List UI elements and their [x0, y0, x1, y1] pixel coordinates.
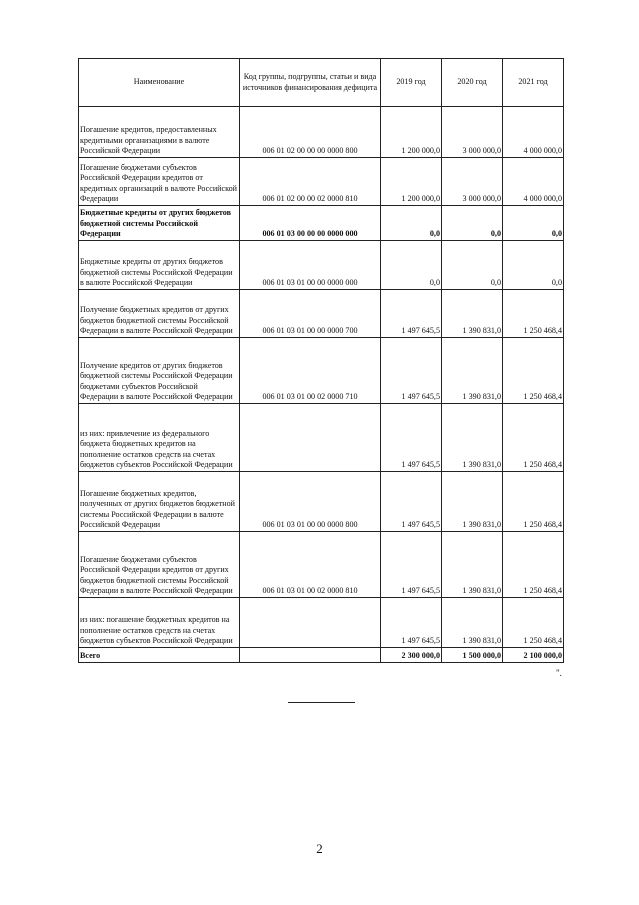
row-value-2021: 1 250 468,4: [503, 472, 564, 532]
row-code-cell: 006 01 03 01 00 00 0000 700: [240, 290, 381, 338]
page-number: 2: [316, 841, 323, 856]
row-name-cell: Всего: [79, 648, 240, 663]
row-name-cell: Погашение бюджетами субъектов Российской Федерации кредитов от других бюджетов бюджетной системы Российской Федерации в валюте Российской Федерации: [79, 532, 240, 598]
row-value-2021: 1 250 468,4: [503, 532, 564, 598]
row-code-cell: [240, 404, 381, 472]
row-value-2020: 3 000 000,0: [442, 158, 503, 206]
row-value-2020: 1 390 831,0: [442, 532, 503, 598]
row-value-2020: 0,0: [442, 241, 503, 290]
row-value-2020: 3 000 000,0: [442, 107, 503, 158]
row-value-2019: 1 497 645,5: [381, 532, 442, 598]
row-value-2021: 1 250 468,4: [503, 290, 564, 338]
row-value-2019: 1 497 645,5: [381, 290, 442, 338]
row-code-cell: 006 01 03 01 00 00 0000 800: [240, 472, 381, 532]
table-row: [79, 241, 564, 290]
row-value-2021: 1 250 468,4: [503, 598, 564, 648]
row-code-cell: 006 01 02 00 00 02 0000 810: [240, 158, 381, 206]
table-row: [79, 532, 564, 598]
table-row: [79, 158, 564, 206]
row-code-cell: 006 01 02 00 00 00 0000 800: [240, 107, 381, 158]
table-header-row: [79, 59, 564, 107]
row-name-cell: из них: погашение бюджетных кредитов на пополнение остатков средств на счетах бюджетов субъектов Российской Федерации: [79, 598, 240, 648]
column-header-2021: 2021 год: [503, 59, 564, 107]
row-name-cell: Погашение бюджетных кредитов, полученных от других бюджетов бюджетной системы Российской Федерации в валюте Российской Федерации: [79, 472, 240, 532]
row-name-cell: Получение бюджетных кредитов от других бюджетов бюджетной системы Российской Федерации в валюте Российской Федерации: [79, 290, 240, 338]
row-code-cell: 006 01 03 01 00 02 0000 810: [240, 532, 381, 598]
row-value-2019: 1 497 645,5: [381, 404, 442, 472]
row-name-cell: Бюджетные кредиты от других бюджетов бюджетной системы Российской Федерации в валюте Российской Федерации: [79, 241, 240, 290]
row-code-cell: [240, 648, 381, 663]
separator-line: [288, 702, 355, 703]
column-header-name: Наименование: [79, 59, 240, 107]
table-row: [79, 290, 564, 338]
column-header-2020: 2020 год: [442, 59, 503, 107]
row-name-cell: из них: привлечение из федерального бюджета бюджетных кредитов на пополнение остатков средств на счетах бюджетов субъектов Российской Федерации: [79, 404, 240, 472]
row-name-cell: Получение кредитов от других бюджетов бюджетной системы Российской Федерации бюджетами субъектов Российской Федерации в валюте Российской Федерации: [79, 338, 240, 404]
column-header-code: Код группы, подгруппы, статьи и вида источников финансирования дефицита: [240, 59, 381, 107]
row-value-2021: 1 250 468,4: [503, 338, 564, 404]
row-value-2020: 1 390 831,0: [442, 404, 503, 472]
table-row: [79, 648, 564, 663]
row-value-2021: 4 000 000,0: [503, 158, 564, 206]
row-name-cell: Бюджетные кредиты от других бюджетов бюджетной системы Российской Федерации: [79, 206, 240, 241]
row-value-2021: 2 100 000,0: [503, 648, 564, 663]
table-row: [79, 206, 564, 241]
table-row: [79, 107, 564, 158]
table-row: [79, 338, 564, 404]
row-value-2020: 1 390 831,0: [442, 338, 503, 404]
row-code-cell: 006 01 03 01 00 00 0000 000: [240, 241, 381, 290]
row-value-2020: 1 390 831,0: [442, 598, 503, 648]
row-value-2020: 1 390 831,0: [442, 290, 503, 338]
row-value-2021: 0,0: [503, 241, 564, 290]
row-value-2021: 0,0: [503, 206, 564, 241]
row-code-cell: [240, 598, 381, 648]
row-value-2019: 2 300 000,0: [381, 648, 442, 663]
row-name-cell: Погашение кредитов, предоставленных кредитными организациями в валюте Российской Федерации: [79, 107, 240, 158]
table-row: [79, 404, 564, 472]
row-value-2019: 1 200 000,0: [381, 158, 442, 206]
row-code-cell: 006 01 03 00 00 00 0000 000: [240, 206, 381, 241]
row-value-2019: 0,0: [381, 241, 442, 290]
row-name-cell: Погашение бюджетами субъектов Российской Федерации кредитов от кредитных организаций в валюте Российской Федерации: [79, 158, 240, 206]
row-value-2021: 1 250 468,4: [503, 404, 564, 472]
table-row: [79, 598, 564, 648]
row-value-2019: 1 497 645,5: [381, 472, 442, 532]
row-value-2020: 1 500 000,0: [442, 648, 503, 663]
table-row: [79, 472, 564, 532]
row-value-2021: 4 000 000,0: [503, 107, 564, 158]
row-value-2020: 0,0: [442, 206, 503, 241]
row-value-2019: 1 200 000,0: [381, 107, 442, 158]
budget-sources-table: [78, 58, 564, 663]
row-code-cell: 006 01 03 01 00 02 0000 710: [240, 338, 381, 404]
column-header-2019: 2019 год: [381, 59, 442, 107]
row-value-2019: 0,0: [381, 206, 442, 241]
row-value-2019: 1 497 645,5: [381, 598, 442, 648]
row-value-2019: 1 497 645,5: [381, 338, 442, 404]
closing-quote: ".: [556, 668, 562, 678]
row-value-2020: 1 390 831,0: [442, 472, 503, 532]
